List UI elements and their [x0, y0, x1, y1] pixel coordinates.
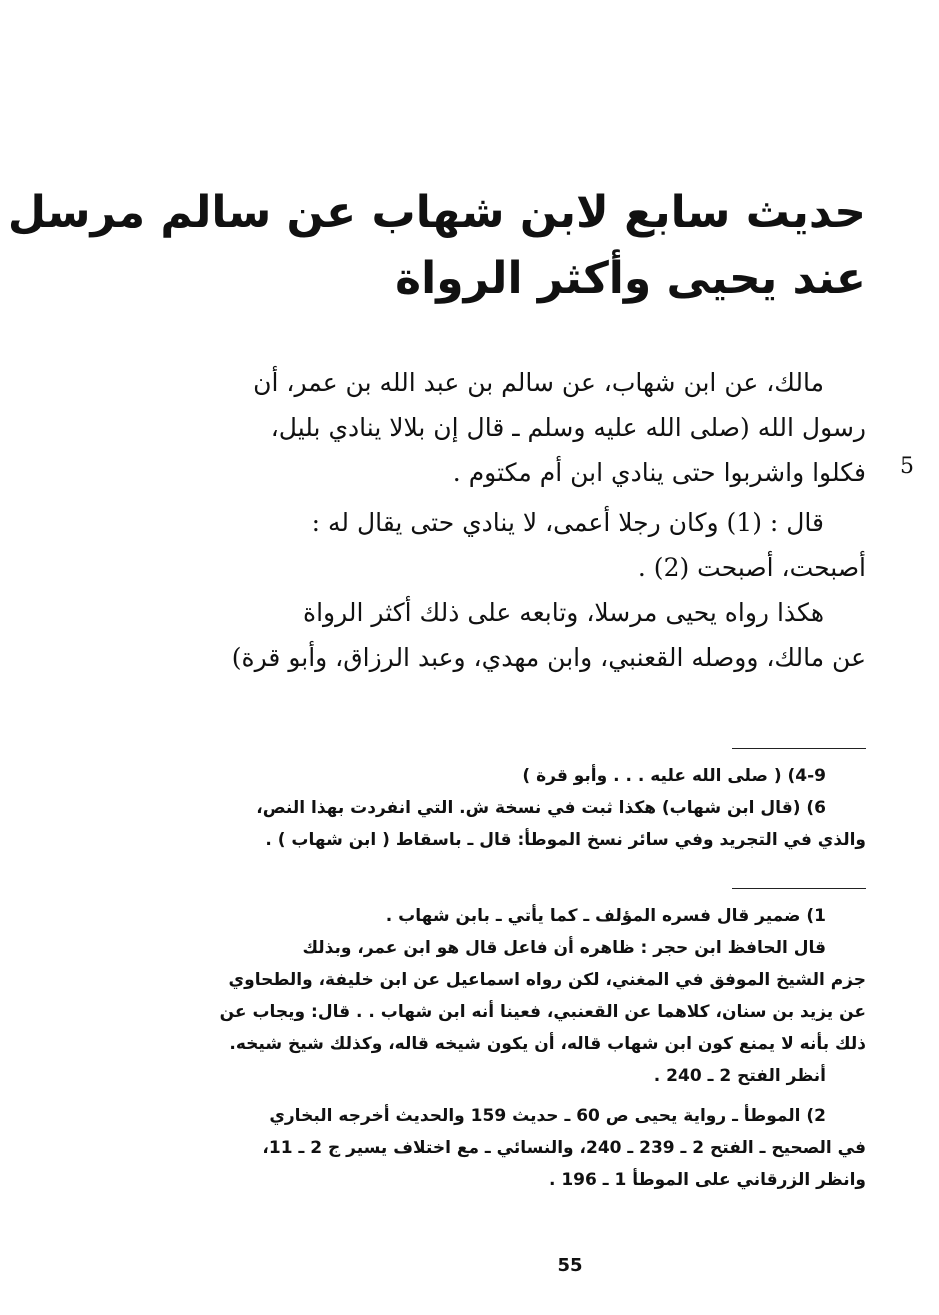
transmission-paragraph	[215, 590, 866, 680]
narrator-comment-paragraph	[215, 500, 866, 590]
apparatus-separator-rule	[732, 748, 866, 749]
margin-line-marker: 5	[900, 454, 914, 479]
footnote-line: عن يزيد بن سنان، كلاهما عن القعنبي، فعينا أنه ابن شهاب . . قال: ويجاب عن	[219, 1002, 866, 1022]
apparatus-line: والذي في التجريد وفي سائر نسخ الموطأ: قال ـ باسقاط ( ابن شهاب ) .	[265, 830, 866, 850]
hadith-paragraph	[215, 360, 866, 495]
footnote-separator-rule	[732, 888, 866, 889]
footnote-line: 1) ضمير قال فسره المؤلف ـ كما يأتي ـ بابن شهاب .	[385, 906, 826, 926]
chapter-title	[7, 180, 866, 312]
body-line: رسول الله (صلى الله عليه وسلم ـ قال إن بلالا ينادي بليل،	[270, 413, 866, 442]
apparatus-line: 4-9) ( صلى الله عليه . . . وأبو قرة )	[522, 766, 826, 786]
footnote-line: في الصحيح ـ الفتح 2 ـ 239 ـ 240، والنسائي ـ مع اختلاف يسير ج 2 ـ 11،	[262, 1138, 866, 1158]
body-line: أصبحت، أصبحت (2) .	[637, 553, 866, 582]
footnote-line: جزم الشيخ الموفق في المغني، لكن رواه اسماعيل عن ابن خليفة، والطحاوي	[228, 970, 866, 990]
footnote-line: قال الحافظ ابن حجر : ظاهره أن فاعل قال هو ابن عمر، وبذلك	[302, 938, 826, 958]
body-line: عن مالك، ووصله القعنبي، وابن مهدي، وعبد الرزاق، وأبو قرة)	[231, 643, 866, 672]
critical-apparatus	[215, 760, 866, 856]
footnote-2	[215, 1100, 866, 1196]
footnote-1	[215, 900, 866, 1092]
page-number: 55	[557, 1255, 583, 1276]
body-line: قال : (1) وكان رجلا أعمى، لا ينادي حتى يقال له :	[311, 508, 824, 537]
chapter-title-line-2: عند يحيى وأكثر الرواة	[395, 253, 866, 304]
apparatus-line: 6) (قال ابن شهاب) هكذا ثبت في نسخة ش. التي انفردت بهذا النص،	[256, 798, 826, 818]
footnote-line: أنظر الفتح 2 ـ 240 .	[653, 1066, 826, 1086]
body-line: هكذا رواه يحيى مرسلا، وتابعه على ذلك أكثر الرواة	[303, 598, 824, 627]
body-line: فكلوا واشربوا حتى ينادي ابن أم مكتوم .	[452, 458, 866, 487]
footnote-line: وانظر الزرقاني على الموطأ 1 ـ 196 .	[548, 1170, 866, 1190]
body-line: مالك، عن ابن شهاب، عن سالم بن عبد الله بن عمر، أن	[253, 368, 824, 397]
footnote-line: 2) الموطأ ـ رواية يحيى ص 60 ـ حديث 159 والحديث أخرجه البخاري	[269, 1106, 826, 1126]
chapter-title-line-1: حديث سابع لابن شهاب عن سالم مرسل	[7, 187, 866, 238]
footnote-line: ذلك بأنه لا يمنع كون ابن شهاب قاله، أن يكون شيخه قاله، وكذلك شيخ شيخه.	[229, 1034, 866, 1054]
